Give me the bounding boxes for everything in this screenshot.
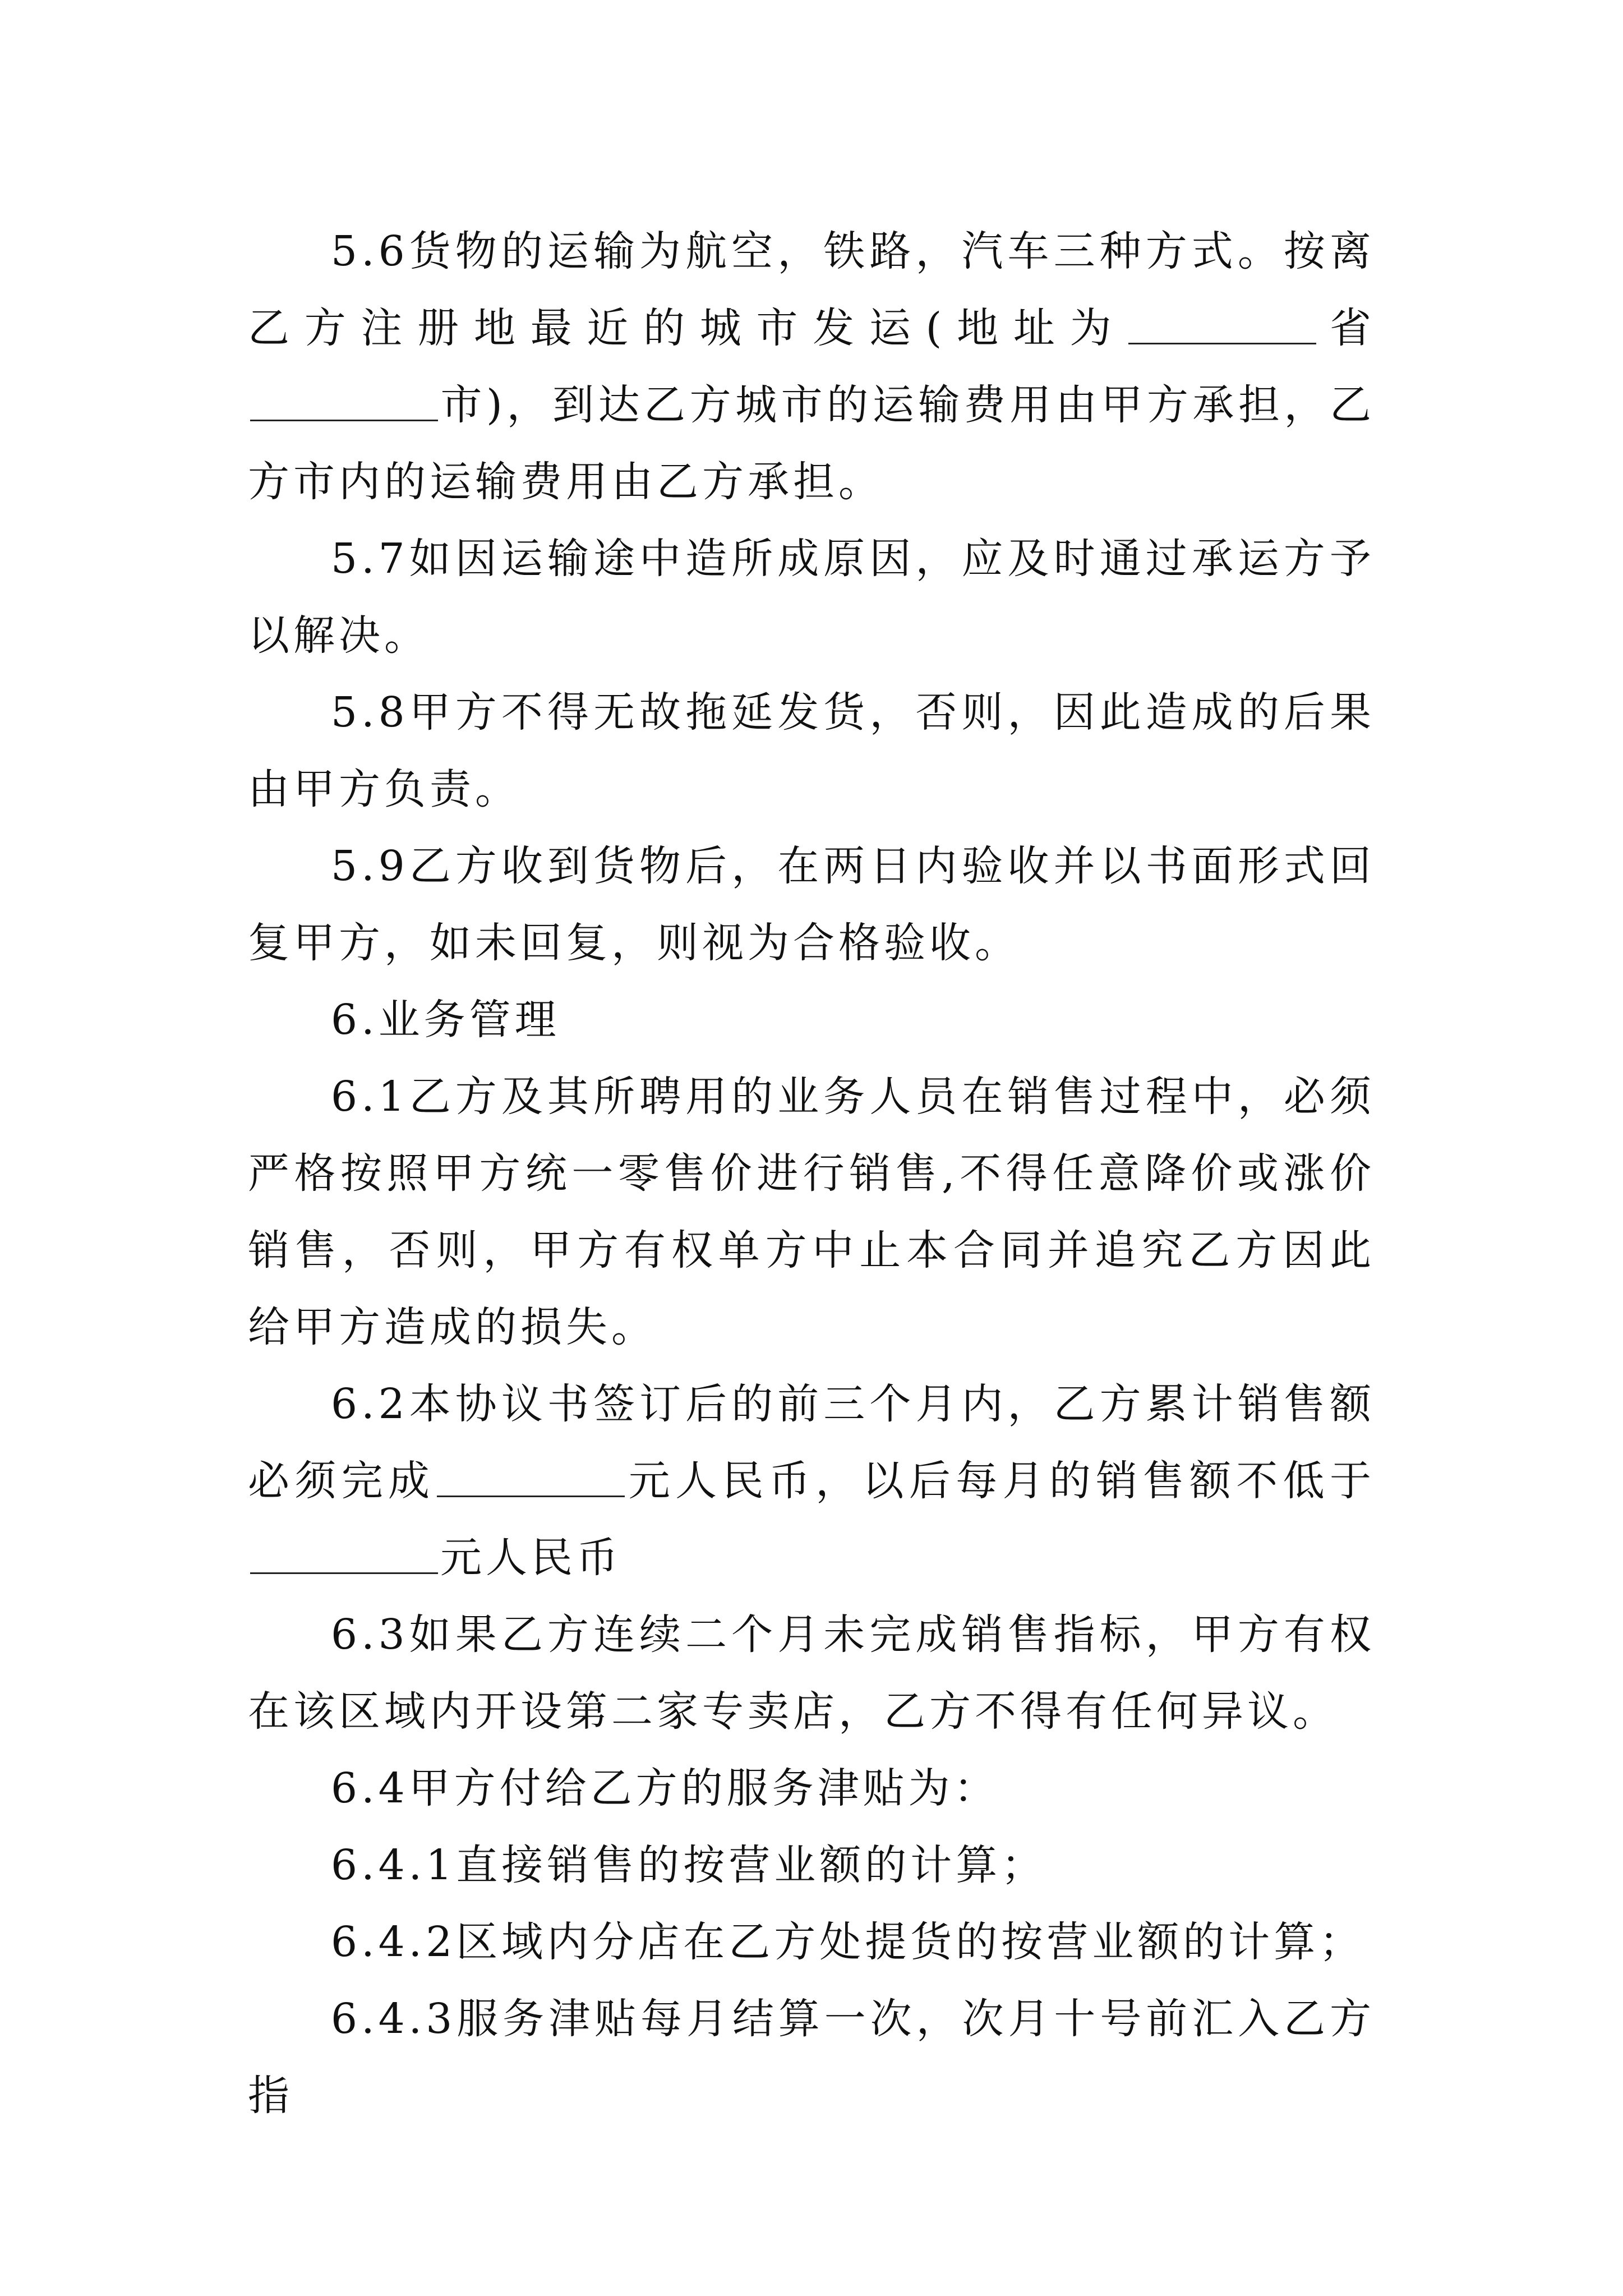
clause-5-7: 5.7如因运输途中造所成原因，应及时通过承运方予以解决。 xyxy=(248,535,1375,660)
clause-6-2 xyxy=(248,1366,1375,1596)
clause-6-3: 6.3如果乙方连续二个月未完成销售指标，甲方有权在该区域内开设第二家专卖店，乙方不得有任何异议。 xyxy=(248,1611,1375,1736)
blank-city xyxy=(250,380,438,421)
clause-6-4-2: 6.4.2区域内分店在乙方处提货的按营业额的计算； xyxy=(331,1918,1365,1966)
clause-5-6 xyxy=(248,213,1375,521)
blank-monthly-amount xyxy=(250,1533,438,1573)
clause-5-8: 5.8甲方不得无故拖延发货，否则，因此造成的后果由甲方负责。 xyxy=(248,688,1375,813)
document-page xyxy=(248,213,1375,2134)
clause-6-4: 6.4甲方付给乙方的服务津贴为： xyxy=(331,1764,999,1812)
clause-6-2-text-1: 6.2本协议书签订后的前三个月内，乙方累计销售额必须完成 xyxy=(248,1380,1375,1505)
clause-5-6-text-1: 5.6货物的运输为航空，铁路，汽车三种方式。按离乙方注册地最近的城市发运(地址为 xyxy=(248,227,1375,352)
clause-6-4-3: 6.4.3服务津贴每月结算一次，次月十号前汇入乙方指 xyxy=(248,1995,1375,2120)
clause-5-9: 5.9乙方收到货物后，在两日内验收并以书面形式回复甲方，如未回复，则视为合格验收。 xyxy=(248,842,1375,967)
section-6-heading: 6.业务管理 xyxy=(331,996,560,1044)
clause-5-6-text-2: 省 xyxy=(1318,304,1375,352)
clause-6-2-text-3: 元人民币 xyxy=(440,1534,622,1582)
clause-6-4-1: 6.4.1直接销售的按营业额的计算； xyxy=(331,1841,1047,1889)
clause-6-1: 6.1乙方及其所聘用的业务人员在销售过程中，必须严格按照甲方统一零售价进行销售,不得任意降价或涨价销售，否则，甲方有权单方中止本合同并追究乙方因此给甲方造成的损失。 xyxy=(248,1073,1375,1351)
clause-5-6-text-3: 市)，到达乙方城市的运输费用由甲方承担，乙方市内的运输费用由乙方承担。 xyxy=(248,381,1375,506)
clause-6-2-text-2: 元人民币，以后每月的销售额不低于 xyxy=(627,1457,1376,1505)
blank-province xyxy=(1128,303,1316,344)
blank-first-quarter-amount xyxy=(437,1456,625,1497)
